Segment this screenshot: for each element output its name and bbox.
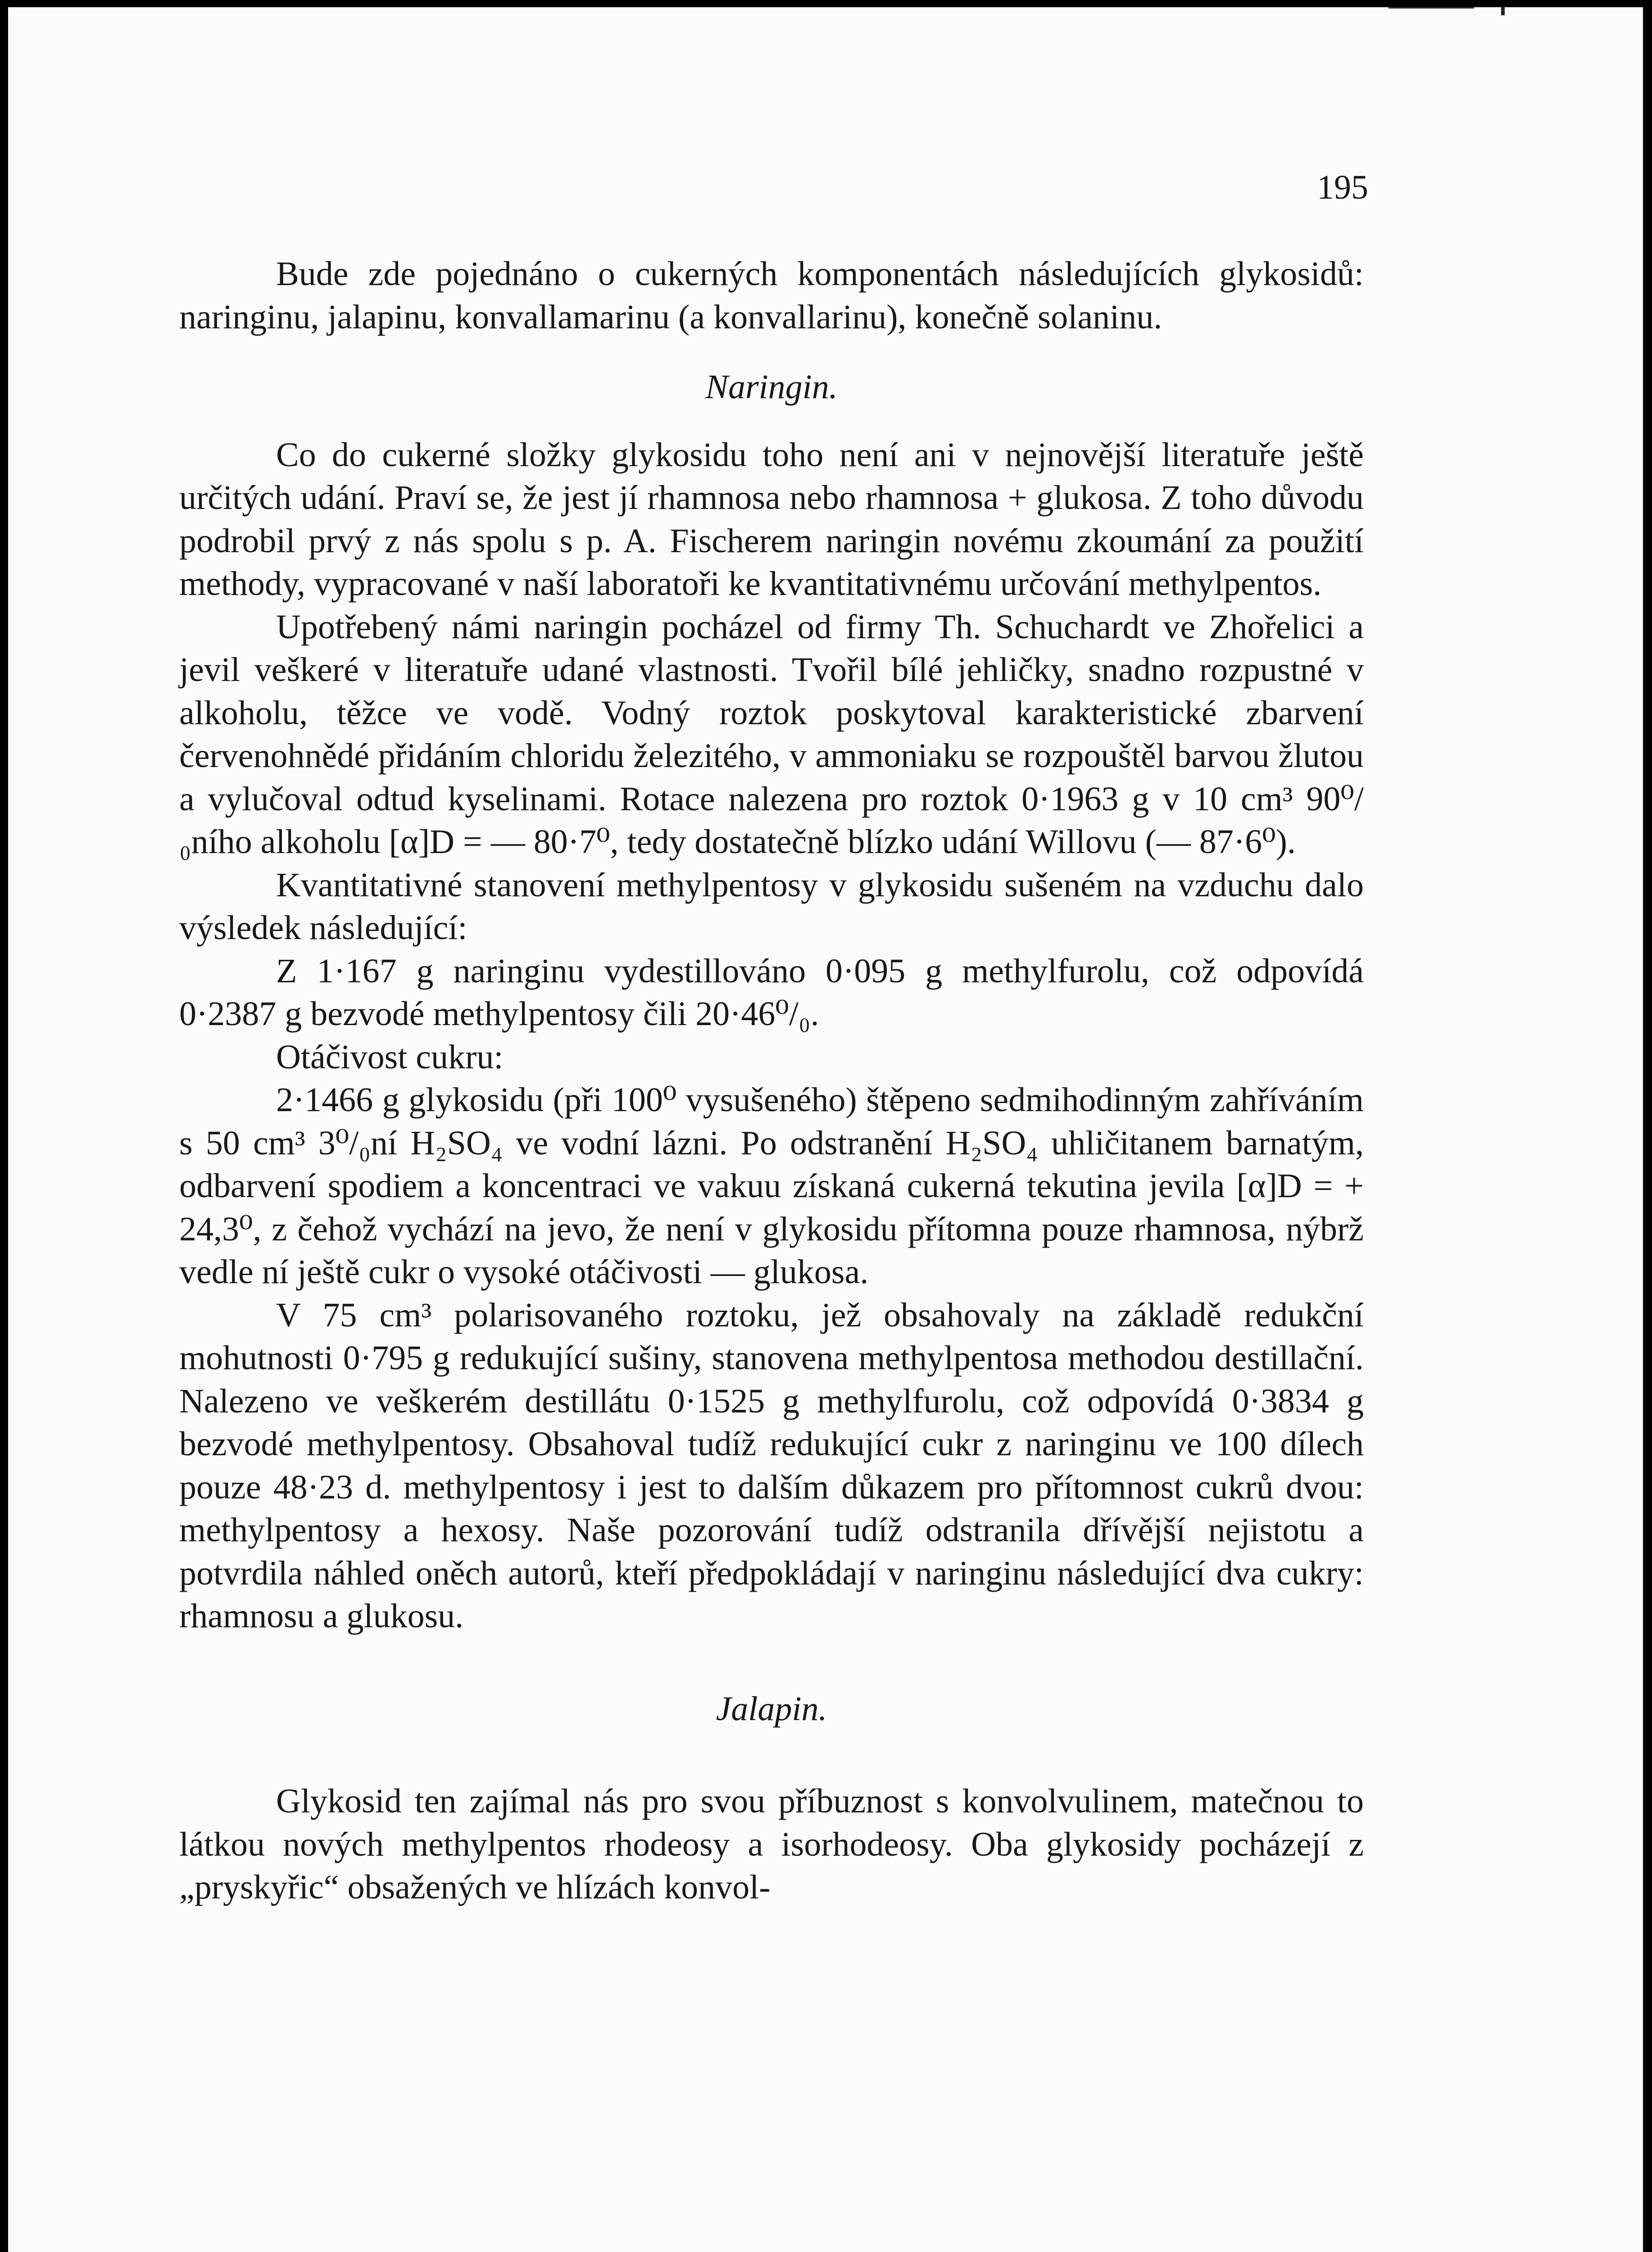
paragraph-rotation-heading: Otáčivost cukru:: [276, 1038, 504, 1076]
paragraph-hydrolysis: 2·1466 g glykosidu (při 100⁰ vysušeného) štěpeno sedmihodinným zahříváním s 50 cm³ 3⁰/₀ní H₂SO₄ ve vodní lázni. Po odstranění H₂SO₄ uhličitanem barnatým, odbarvení spodiem a koncentraci ve vakuu získaná cukerná tekutina jevila [α]D = + 24,3⁰, z čehož vychází na jevo, že není v glykosidu přítomna pouze rhamnosa, nýbrž vedle ní ještě cukr o vysoké otáčivosti — glukosa.: [179, 1081, 1364, 1291]
page-sheet: [8, 7, 1643, 2252]
section-heading-naringin: Naringin.: [705, 368, 838, 406]
scan-mark-tick: [1501, 7, 1505, 15]
paragraph-naringin-literature: Co do cukerné složky glykosidu toho není ani v nejnovější literatuře ještě určitých udání. Praví se, že jest jí rhamnosa nebo rhamnosa + glukosa. Z toho důvodu podrobil prvý z nás spolu s p. A. Fischerem naringin novému zkoumání za použití methody, vypracované v naší laboratoři ke kvantitativnému určování methylpentos.: [179, 436, 1364, 603]
body-text: [179, 253, 1364, 1909]
paragraph-result: Z 1·167 g naringinu vydestillováno 0·095 g methylfurolu, což odpovídá 0·2387 g bezvodé methylpentosy čili 20·46⁰/₀.: [179, 952, 1364, 1033]
paragraph-methylpentose: V 75 cm³ polarisovaného roztoku, jež obsahovaly na základě redukční mohutnosti 0·795 g redukující sušiny, stanovena methylpentosa methodou destillační. Nalezeno ve veškerém destillátu 0·1525 g methylfurolu, což odpovídá 0·3834 g bezvodé methylpentosy. Obsahoval tudíž redukující cukr z naringinu ve 100 dílech pouze 48·23 d. methylpentosy i jest to dalším důkazem pro přítomnost cukrů dvou: methylpentosy a hexosy. Naše pozorování tudíž odstranila dřívější nejistotu a potvrdila náhled oněch autorů, kteří předpokládají v naringinu následující dva cukry: rhamnosu a glukosu.: [179, 1296, 1364, 1635]
page-number: 195: [1317, 168, 1368, 206]
paragraph-jalapin: Glykosid ten zajímal nás pro svou příbuznost s konvolvulinem, matečnou to látkou nových methylpentos rhodeosy a isorhodeosy. Oba glykosidy pocházejí z „pryskyřic“ obsažených ve hlízách konvol-: [179, 1782, 1364, 1906]
paragraph-quantitative: Kvantitativné stanovení methylpentosy v glykosidu sušeném na vzduchu dalo výsledek následující:: [179, 866, 1364, 947]
section-heading-jalapin: Jalapin.: [716, 1689, 827, 1728]
scan-mark: [1389, 7, 1474, 9]
paragraph-intro: Bude zde pojednáno o cukerných komponentách následujících glykosidů: naringinu, jalapinu, konvallamarinu (a konvallarinu), konečně solaninu.: [179, 255, 1364, 336]
paragraph-naringin-properties: Upotřebený námi naringin pocházel od firmy Th. Schuchardt ve Zhořelici a jevil veškeré v literatuře udané vlastnosti. Tvořil bílé jehličky, snadno rozpustné v alkoholu, těžce ve vodě. Vodný roztok poskytoval karakteristické zbarvení červenohnědé přidáním chloridu železitého, v ammoniaku se rozpouštěl barvou žlutou a vylučoval odtud kyselinami. Rotace nalezena pro roztok 0·1963 g v 10 cm³ 90⁰/₀ního alkoholu [α]D = — 80·7⁰, tedy dostatečně blízko udání Willovu (— 87·6⁰).: [179, 608, 1364, 861]
